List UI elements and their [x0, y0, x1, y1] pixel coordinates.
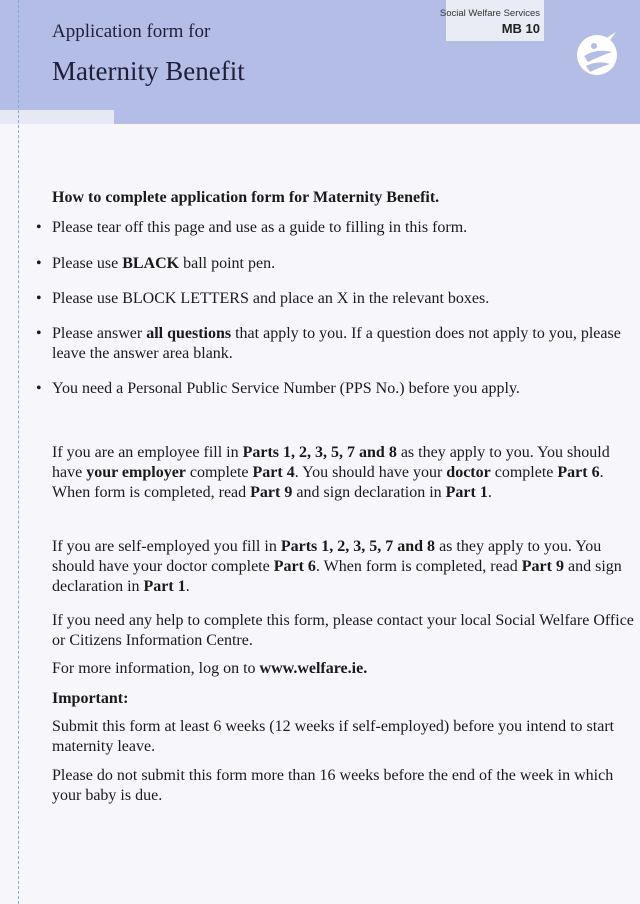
employee-instructions: If you are an employee fill in Parts 1, 2, 3, 5, 7 and 8 as they apply to you. You should have your employer complete Part 4. You should have your doctor complete Part 6. When form is completed, read Part 9 and sign declaration in Part 1. — [52, 444, 610, 501]
department-name: Social Welfare Services — [439, 8, 540, 19]
important-paragraph-2: Please do not submit this form more than 16 weeks before the end of the week in which your baby is due. — [52, 767, 614, 804]
guide-bullet: • Please use BLOCK LETTERS and place an X in the relevant boxes. — [36, 290, 490, 307]
bullet-dot-icon: • — [36, 325, 42, 342]
help-paragraph: If you need any help to complete this form, please contact your local Social Welfare Office or Citizens Information Centre. — [52, 612, 634, 649]
info-paragraph: For more information, log on to www.welfare.ie. — [52, 660, 368, 677]
self-employed-instructions: If you are self-employed you fill in Parts 1, 2, 3, 5, 7 and 8 as they apply to you. You should have your doctor complete Part 6. When form is completed, read Part 9 and sign declaration in Part 1. — [52, 538, 622, 595]
guide-bullet: • You need a Personal Public Service Number (PPS No.) before you apply. — [36, 380, 520, 397]
guide-bullet: • Please answer all questions that apply to you. If a question does not apply to you, please leave the answer area blank. — [36, 325, 621, 362]
header-tab-dark — [114, 110, 640, 124]
guide-heading: How to complete application form for Maternity Benefit. — [52, 189, 440, 206]
tear-off-perforation — [18, 0, 19, 904]
important-paragraph-1: Submit this form at least 6 weeks (12 weeks if self-employed) before you intend to start maternity leave. — [52, 718, 615, 755]
important-heading: Important: — [52, 690, 129, 707]
website-link[interactable]: www.welfare.ie. — [259, 660, 368, 677]
guide-bullet: • Please tear off this page and use as a guide to filling in this form. — [36, 219, 468, 236]
form-code-box — [439, 0, 544, 41]
header-band — [0, 0, 640, 110]
form-code: MB 10 — [501, 21, 540, 36]
form-subtitle: Application form for — [52, 21, 211, 42]
form-title: Maternity Benefit — [52, 56, 245, 86]
bullet-dot-icon: • — [36, 380, 42, 397]
bullet-dot-icon: • — [36, 219, 42, 236]
guide-bullet: • Please use BLACK ball point pen. — [36, 255, 276, 272]
bullet-dot-icon: • — [36, 255, 42, 272]
department-logo-icon — [570, 26, 624, 80]
bullet-dot-icon: • — [36, 290, 42, 307]
